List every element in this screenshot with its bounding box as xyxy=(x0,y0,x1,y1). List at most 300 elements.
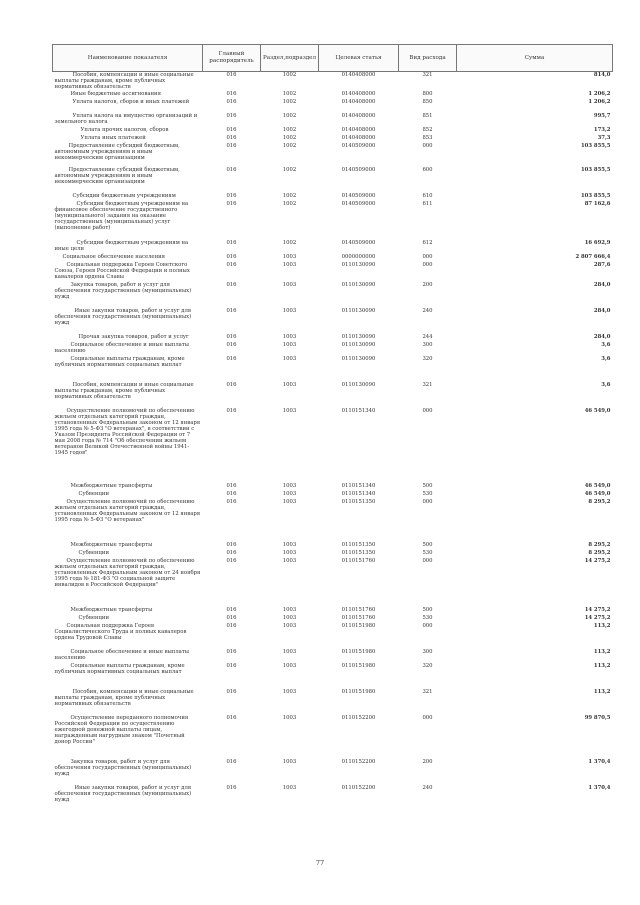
row-expense-text: 530 xyxy=(422,549,433,556)
row-article-text: 0140408000 xyxy=(341,90,376,97)
row-sum xyxy=(457,308,613,334)
row-section xyxy=(261,135,319,143)
row-sum-text: 16 692,9 xyxy=(584,239,611,246)
row-admin xyxy=(203,193,261,201)
row-sum xyxy=(457,408,613,483)
row-article-text: 0110130090 xyxy=(341,307,376,314)
row-expense xyxy=(399,193,457,201)
row-expense xyxy=(399,262,457,282)
row-sum xyxy=(457,91,613,99)
row-article-text: 0140509000 xyxy=(341,166,376,173)
row-sum-text: 46 549,0 xyxy=(584,490,611,497)
row-sum xyxy=(457,193,613,201)
row-expense xyxy=(399,201,457,240)
header-section: Раздел,подраздел xyxy=(261,45,319,72)
row-name xyxy=(53,254,203,262)
table-row xyxy=(53,342,613,356)
row-admin-text: 016 xyxy=(226,134,237,141)
row-name-text: Межбюджетные трансферты xyxy=(70,482,153,489)
row-expense xyxy=(399,785,457,805)
row-section xyxy=(261,649,319,663)
row-name-text: Прочая закупка товаров, работ и услуг xyxy=(78,333,189,340)
row-section xyxy=(261,91,319,99)
row-article-text: 0110151980 xyxy=(341,648,376,655)
row-name xyxy=(53,262,203,282)
row-sum xyxy=(457,282,613,308)
row-name-text: Осуществление полномочий по обеспечению жильем отдельных категорий граждан, установленных Федеральным законом от 12 января 1995 года № 5-ФЗ "О ветеранах", в соответствии с Указом Президента Российской Федерации от 7 мая 2008 года № 714 "Об обеспечении жильем ветеранов Великой Отечественной войны 1941-1945 годов" xyxy=(54,407,201,456)
row-section xyxy=(261,663,319,689)
row-expense xyxy=(399,356,457,382)
table-row xyxy=(53,615,613,623)
row-name xyxy=(53,382,203,408)
row-admin xyxy=(203,408,261,483)
row-sum-text: 3,6 xyxy=(601,355,611,362)
row-article-text: 0140509000 xyxy=(341,142,376,149)
row-article-text: 0110152200 xyxy=(341,784,376,791)
row-admin xyxy=(203,167,261,193)
row-sum xyxy=(457,167,613,193)
row-admin-text: 016 xyxy=(226,606,237,613)
row-expense-text: 000 xyxy=(422,714,433,721)
row-section-text: 1003 xyxy=(282,498,297,505)
row-section-text: 1003 xyxy=(282,714,297,721)
row-sum-text: 113,2 xyxy=(593,688,611,695)
row-sum-text: 1 370,4 xyxy=(588,758,611,765)
row-section xyxy=(261,491,319,499)
row-name-text: Предоставление субсидий бюджетным, автономным учреждениям и иным некоммерческим организациям xyxy=(54,142,180,161)
row-admin-text: 016 xyxy=(226,355,237,362)
row-admin xyxy=(203,72,261,91)
row-article-text: 0110130090 xyxy=(341,281,376,288)
row-section xyxy=(261,193,319,201)
row-name xyxy=(53,334,203,342)
row-sum-text: 113,2 xyxy=(593,648,611,655)
row-name xyxy=(53,689,203,715)
row-sum-text: 8 295,2 xyxy=(588,549,611,556)
row-sum xyxy=(457,99,613,113)
row-expense xyxy=(399,382,457,408)
row-sum xyxy=(457,201,613,240)
row-section-text: 1003 xyxy=(282,253,297,260)
row-article xyxy=(319,607,399,615)
row-article-text: 0140509000 xyxy=(341,200,376,207)
row-sum-text: 8 295,2 xyxy=(588,541,611,548)
row-name xyxy=(53,356,203,382)
row-article xyxy=(319,91,399,99)
row-article xyxy=(319,99,399,113)
row-expense xyxy=(399,607,457,615)
row-sum-text: 2 807 666,4 xyxy=(575,253,611,260)
row-article xyxy=(319,558,399,607)
row-article xyxy=(319,689,399,715)
row-admin-text: 016 xyxy=(226,648,237,655)
row-admin-text: 016 xyxy=(226,261,237,268)
row-name xyxy=(53,607,203,615)
row-expense xyxy=(399,623,457,649)
row-article xyxy=(319,715,399,759)
row-expense-text: 000 xyxy=(422,557,433,564)
row-article xyxy=(319,759,399,785)
row-article xyxy=(319,262,399,282)
row-sum-text: 284,0 xyxy=(593,333,611,340)
row-name xyxy=(53,167,203,193)
row-admin-text: 016 xyxy=(226,614,237,621)
row-admin xyxy=(203,240,261,254)
row-sum-text: 103 855,5 xyxy=(581,192,611,199)
row-admin-text: 016 xyxy=(226,192,237,199)
row-name xyxy=(53,240,203,254)
row-section-text: 1003 xyxy=(282,648,297,655)
row-sum xyxy=(457,542,613,550)
row-section xyxy=(261,623,319,649)
table-row xyxy=(53,334,613,342)
row-section xyxy=(261,550,319,558)
row-article-text: 0140408000 xyxy=(341,134,376,141)
row-section-text: 1002 xyxy=(282,112,297,119)
row-sum xyxy=(457,240,613,254)
row-section xyxy=(261,113,319,127)
row-sum xyxy=(457,356,613,382)
row-article xyxy=(319,623,399,649)
row-expense xyxy=(399,254,457,262)
row-name xyxy=(53,558,203,607)
row-section-text: 1003 xyxy=(282,606,297,613)
row-expense xyxy=(399,127,457,135)
row-article-text: 0110151350 xyxy=(341,549,376,556)
row-expense xyxy=(399,143,457,167)
row-article xyxy=(319,663,399,689)
table-row xyxy=(53,785,613,805)
row-sum-text: 287,6 xyxy=(593,261,611,268)
row-expense xyxy=(399,135,457,143)
row-name-text: Социальная поддержка Героев Социалистического Труда и полных кавалеров ордена Трудовой Славы xyxy=(54,622,187,641)
row-section xyxy=(261,262,319,282)
row-article-text: 0110151340 xyxy=(341,490,376,497)
row-admin xyxy=(203,663,261,689)
row-sum-text: 1 370,4 xyxy=(588,784,611,791)
row-section xyxy=(261,167,319,193)
row-expense-text: 200 xyxy=(422,758,433,765)
row-admin-text: 016 xyxy=(226,541,237,548)
row-article xyxy=(319,342,399,356)
header-name: Наименование показателя xyxy=(53,45,203,72)
row-section xyxy=(261,99,319,113)
row-admin xyxy=(203,483,261,491)
row-sum xyxy=(457,499,613,542)
row-article xyxy=(319,491,399,499)
table-row xyxy=(53,607,613,615)
row-article-text: 0140408000 xyxy=(341,126,376,133)
row-section-text: 1003 xyxy=(282,482,297,489)
row-section xyxy=(261,615,319,623)
row-expense xyxy=(399,408,457,483)
row-name xyxy=(53,623,203,649)
table-row xyxy=(53,113,613,127)
row-article-text: 0140408000 xyxy=(341,112,376,119)
row-article-text: 0110151340 xyxy=(341,407,376,414)
row-section-text: 1003 xyxy=(282,784,297,791)
row-article-text: 0110151760 xyxy=(341,614,376,621)
row-sum xyxy=(457,715,613,759)
row-admin xyxy=(203,382,261,408)
row-name xyxy=(53,663,203,689)
row-sum-text: 46 549,0 xyxy=(584,407,611,414)
row-article xyxy=(319,254,399,262)
row-article-text: 0110151760 xyxy=(341,606,376,613)
row-article xyxy=(319,408,399,483)
row-expense-text: 610 xyxy=(422,192,433,199)
row-name-text: Иные бюджетные ассигнования xyxy=(70,90,161,97)
row-admin xyxy=(203,649,261,663)
row-admin-text: 016 xyxy=(226,557,237,564)
row-admin xyxy=(203,759,261,785)
row-name-text: Иные закупки товаров, работ и услуг для обеспечения государственных (муниципальных) нужд xyxy=(54,307,192,326)
row-article-text: 0140408000 xyxy=(341,72,376,78)
row-admin xyxy=(203,342,261,356)
row-expense xyxy=(399,558,457,607)
row-name xyxy=(53,113,203,127)
row-expense-text: 850 xyxy=(422,98,433,105)
row-name xyxy=(53,282,203,308)
row-expense-text: 000 xyxy=(422,261,433,268)
row-section-text: 1003 xyxy=(282,381,297,388)
row-section xyxy=(261,334,319,342)
row-admin-text: 016 xyxy=(226,662,237,669)
row-sum-text: 113,2 xyxy=(593,662,611,669)
row-sum xyxy=(457,113,613,127)
row-section-text: 1003 xyxy=(282,758,297,765)
row-sum xyxy=(457,483,613,491)
row-admin xyxy=(203,491,261,499)
row-name xyxy=(53,127,203,135)
row-name-text: Социальные выплаты гражданам, кроме публичных нормативных социальных выплат xyxy=(54,355,185,368)
row-expense xyxy=(399,491,457,499)
row-article xyxy=(319,550,399,558)
table-row xyxy=(53,240,613,254)
header-sum: Сумма xyxy=(457,45,613,72)
row-name xyxy=(53,499,203,542)
row-article xyxy=(319,334,399,342)
row-sum-text: 284,0 xyxy=(593,307,611,314)
row-section xyxy=(261,785,319,805)
row-admin-text: 016 xyxy=(226,239,237,246)
row-article xyxy=(319,615,399,623)
row-admin-text: 016 xyxy=(226,253,237,260)
row-section xyxy=(261,127,319,135)
table-row xyxy=(53,72,613,91)
row-admin-text: 016 xyxy=(226,90,237,97)
row-expense-text: 321 xyxy=(422,688,433,695)
row-expense xyxy=(399,167,457,193)
row-sum xyxy=(457,550,613,558)
row-article-text: 0110152200 xyxy=(341,758,376,765)
row-name-text: Осуществление полномочий по обеспечению жильем отдельных категорий граждан, установленных Федеральным законом от 12 января 1995 года № 5-ФЗ "О ветеранах" xyxy=(54,498,201,523)
row-name xyxy=(53,785,203,805)
row-admin-text: 016 xyxy=(226,166,237,173)
row-article xyxy=(319,282,399,308)
row-name-text: Пособия, компенсации и иные социальные выплаты гражданам, кроме публичных нормативных обязательств xyxy=(54,381,194,400)
row-admin xyxy=(203,113,261,127)
table-row xyxy=(53,282,613,308)
table-row xyxy=(53,254,613,262)
row-name xyxy=(53,550,203,558)
row-section-text: 1003 xyxy=(282,490,297,497)
row-section xyxy=(261,254,319,262)
row-name-text: Субвенции xyxy=(78,549,109,556)
row-name xyxy=(53,143,203,167)
table-row xyxy=(53,143,613,167)
row-article-text: 0110130090 xyxy=(341,341,376,348)
row-sum xyxy=(457,689,613,715)
table-row xyxy=(53,99,613,113)
row-sum-text: 113,2 xyxy=(593,622,611,629)
row-section xyxy=(261,689,319,715)
row-admin xyxy=(203,499,261,542)
row-expense xyxy=(399,759,457,785)
row-admin xyxy=(203,127,261,135)
row-section-text: 1002 xyxy=(282,134,297,141)
row-name-text: Уплата налогов, сборов и иных платежей xyxy=(72,98,190,105)
row-expense-text: 300 xyxy=(422,648,433,655)
row-name-text: Субсидии бюджетным учреждениям xyxy=(72,192,176,199)
row-expense xyxy=(399,282,457,308)
row-article xyxy=(319,167,399,193)
row-admin-text: 016 xyxy=(226,333,237,340)
row-name xyxy=(53,201,203,240)
table-row xyxy=(53,550,613,558)
row-sum xyxy=(457,491,613,499)
row-name-text: Закупка товаров, работ и услуг для обеспечения государственных (муниципальных) нужд xyxy=(54,281,192,300)
row-article xyxy=(319,240,399,254)
row-section xyxy=(261,607,319,615)
row-name-text: Межбюджетные трансферты xyxy=(70,606,153,613)
row-article-text: 0110151340 xyxy=(341,482,376,489)
row-name-text: Пособия, компенсации и иные социальные выплаты гражданам, кроме публичных нормативных обязательств xyxy=(54,72,194,90)
page-number: 77 xyxy=(315,859,325,867)
row-admin xyxy=(203,334,261,342)
table-row xyxy=(53,91,613,99)
row-admin-text: 016 xyxy=(226,622,237,629)
row-name-text: Уплата прочих налогов, сборов xyxy=(80,126,169,133)
row-section xyxy=(261,499,319,542)
row-admin xyxy=(203,623,261,649)
row-name-text: Социальное обеспечение и иные выплаты населению xyxy=(54,341,189,354)
row-expense xyxy=(399,615,457,623)
row-sum-text: 814,0 xyxy=(593,72,611,78)
row-admin-text: 016 xyxy=(226,498,237,505)
row-article xyxy=(319,382,399,408)
row-expense-text: 500 xyxy=(422,606,433,613)
row-admin-text: 016 xyxy=(226,341,237,348)
row-admin xyxy=(203,550,261,558)
row-section-text: 1003 xyxy=(282,355,297,362)
row-article xyxy=(319,135,399,143)
row-expense-text: 500 xyxy=(422,541,433,548)
row-section-text: 1003 xyxy=(282,557,297,564)
row-article-text: 0110151980 xyxy=(341,622,376,629)
row-sum xyxy=(457,663,613,689)
row-section-text: 1003 xyxy=(282,333,297,340)
row-expense-text: 320 xyxy=(422,355,433,362)
row-section xyxy=(261,143,319,167)
row-section-text: 1003 xyxy=(282,341,297,348)
row-article-text: 0140408000 xyxy=(341,98,376,105)
row-sum-text: 46 549,0 xyxy=(584,482,611,489)
table-row xyxy=(53,623,613,649)
row-expense-text: 000 xyxy=(422,622,433,629)
row-expense-text: 240 xyxy=(422,307,433,314)
row-expense-text: 321 xyxy=(422,381,433,388)
row-article xyxy=(319,72,399,91)
row-section-text: 1002 xyxy=(282,98,297,105)
row-expense xyxy=(399,342,457,356)
row-name-text: Уплата налога на имущество организаций и земельного налога xyxy=(54,112,198,125)
table-row xyxy=(53,715,613,759)
row-sum-text: 37,3 xyxy=(597,134,611,141)
row-section-text: 1002 xyxy=(282,126,297,133)
row-name-text: Социальные выплаты гражданам, кроме публичных нормативных социальных выплат xyxy=(54,662,185,675)
row-expense-text: 600 xyxy=(422,166,433,173)
row-sum-text: 1 206,2 xyxy=(588,98,611,105)
row-admin xyxy=(203,615,261,623)
table-row xyxy=(53,499,613,542)
row-expense-text: 000 xyxy=(422,142,433,149)
row-sum-text: 14 275,2 xyxy=(584,614,611,621)
table-row xyxy=(53,262,613,282)
row-name-text: Предоставление субсидий бюджетным, автономным учреждениям и иным некоммерческим организациям xyxy=(54,166,180,185)
row-section-text: 1002 xyxy=(282,200,297,207)
row-article xyxy=(319,483,399,491)
row-admin xyxy=(203,689,261,715)
row-admin xyxy=(203,308,261,334)
row-section xyxy=(261,282,319,308)
row-expense-text: 612 xyxy=(422,239,433,246)
row-admin-text: 016 xyxy=(226,549,237,556)
row-article-text: 0110151350 xyxy=(341,498,376,505)
row-admin xyxy=(203,715,261,759)
row-article xyxy=(319,542,399,550)
row-expense xyxy=(399,499,457,542)
row-sum xyxy=(457,785,613,805)
row-expense xyxy=(399,240,457,254)
row-section-text: 1003 xyxy=(282,549,297,556)
row-expense-text: 851 xyxy=(422,112,433,119)
row-section-text: 1003 xyxy=(282,407,297,414)
row-section-text: 1003 xyxy=(282,622,297,629)
row-expense-text: 530 xyxy=(422,614,433,621)
row-expense-text: 000 xyxy=(422,253,433,260)
row-name-text: Социальная поддержка Героев Советского Союза, Героев Российской Федерации и полных кавалеров ордена Славы xyxy=(54,261,190,280)
row-sum-text: 14 275,2 xyxy=(584,557,611,564)
row-name xyxy=(53,408,203,483)
row-name xyxy=(53,483,203,491)
row-sum-text: 995,7 xyxy=(593,112,611,119)
row-section xyxy=(261,715,319,759)
row-name-text: Социальное обеспечение и иные выплаты населению xyxy=(54,648,189,661)
row-admin xyxy=(203,262,261,282)
table-row xyxy=(53,689,613,715)
row-article-text: 0110152200 xyxy=(341,714,376,721)
row-admin-text: 016 xyxy=(226,482,237,489)
row-name xyxy=(53,193,203,201)
row-section-text: 1002 xyxy=(282,90,297,97)
row-article-text: 0140509000 xyxy=(341,192,376,199)
row-article-text: 0110130090 xyxy=(341,355,376,362)
row-admin xyxy=(203,99,261,113)
row-article xyxy=(319,649,399,663)
table-row xyxy=(53,649,613,663)
row-sum-text: 14 275,2 xyxy=(584,606,611,613)
